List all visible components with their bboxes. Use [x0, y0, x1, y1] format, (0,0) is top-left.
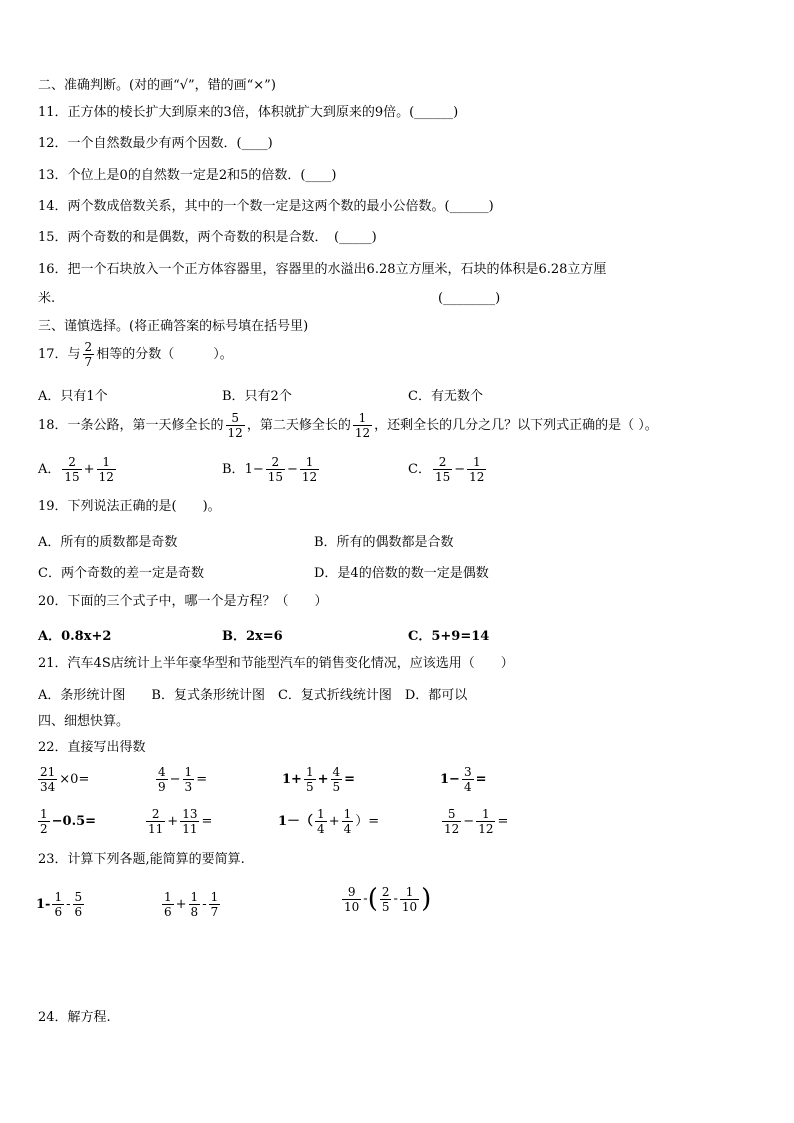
denominator: 8: [190, 905, 199, 919]
question-24: 24．解方程.: [38, 1010, 111, 1025]
numerator: 1: [210, 890, 219, 904]
fraction: [266, 455, 285, 484]
operator: 1−: [244, 462, 264, 477]
fraction: [189, 890, 201, 919]
section-2-heading: 二、准确判断。(对的画“√”，错的画“×”): [38, 78, 276, 93]
calc-r2c2: [144, 807, 212, 836]
fraction: [156, 765, 168, 794]
fraction: [52, 890, 64, 919]
numerator: 1: [164, 890, 172, 904]
numerator: 1: [54, 890, 63, 904]
q18-middle: ，第二天修全长的: [246, 418, 351, 433]
prefix: 1－（: [278, 814, 314, 829]
denominator: 12: [98, 470, 114, 484]
tail: ）=: [355, 814, 380, 829]
fraction: [73, 890, 85, 919]
denominator: 11: [182, 822, 198, 836]
question-15: 15．两个奇数的和是偶数，两个奇数的积是合数． (_____): [38, 230, 377, 245]
q18-suffix: ，还剩全长的几分之几？以下列式正确的是（ ）。: [374, 418, 658, 433]
operator: +: [175, 897, 187, 912]
section-3-heading: 三、谨慎选择。(将正确答案的标号填在括号里): [38, 319, 309, 334]
question-16-line1: 16．把一个石块放入一个正方体容器里，容器里的水溢出6.28立方厘米，石块的体积是6.28立方厘: [38, 262, 607, 277]
option-label: A．: [38, 462, 61, 477]
denominator: 12: [478, 822, 494, 836]
tail: ×0=: [59, 772, 90, 787]
tail: =: [497, 814, 509, 829]
denominator: 11: [148, 822, 164, 836]
q20-option-a: A．0.8x+2: [38, 629, 112, 644]
question-11: 11．正方体的棱长扩大到原来的3倍，体积就扩大到原来的9倍。(______): [38, 105, 459, 120]
calc-r1c4: [440, 765, 487, 794]
fraction: [462, 765, 474, 794]
question-12: 12．一个自然数最少有两个因数．(____): [38, 136, 273, 151]
operator: −: [463, 814, 475, 829]
denominator: 6: [74, 905, 83, 919]
numerator: 1: [343, 807, 352, 821]
calc-r2c4: [440, 807, 508, 836]
q18-option-c: [408, 455, 488, 484]
denominator: 34: [40, 780, 56, 794]
denominator: 5: [305, 780, 314, 794]
question-19: 19．下列说法正确的是( )。: [38, 499, 221, 514]
numerator: 1: [353, 411, 372, 426]
numerator: 1: [317, 807, 325, 821]
fraction: [400, 885, 419, 914]
denominator: 6: [54, 905, 63, 919]
denominator: 12: [301, 470, 318, 484]
fraction: [300, 455, 319, 484]
q19-option-c: C．两个奇数的差一定是奇数: [38, 566, 204, 581]
q18-option-b: [222, 455, 321, 484]
fraction: [209, 890, 221, 919]
question-14: 14．两个数成倍数关系，其中的一个数一定是这两个数的最小公倍数。(______): [38, 199, 494, 214]
numerator: 1: [184, 765, 193, 779]
fraction: [315, 807, 327, 836]
calc-r2c3: [278, 807, 379, 836]
section-4-heading: 四、细想快算。: [38, 714, 130, 729]
numerator: 2: [381, 884, 390, 899]
numerator: 21: [40, 765, 56, 779]
q19-option-b: B．所有的偶数都是合数: [314, 535, 454, 550]
left-paren: (: [367, 884, 378, 914]
q17-option-c: C．有无数个: [408, 389, 483, 404]
denominator: 12: [227, 426, 243, 440]
option-label: B．: [222, 462, 245, 477]
q17-suffix: 相等的分数（ ）。: [96, 347, 233, 362]
q18-fraction-1: [226, 411, 245, 440]
operator: +: [328, 814, 340, 829]
numerator: 5: [74, 890, 83, 904]
numerator: 1: [400, 885, 419, 900]
calc-r1c1: [36, 765, 89, 794]
operator: +: [317, 772, 329, 787]
fraction: [442, 807, 461, 836]
numerator: 1: [467, 455, 486, 470]
tail: =: [196, 772, 208, 787]
question-21: 21．汽车4S店统计上半年豪华型和节能型汽车的销售变化情况，应该选用（ ）: [38, 656, 514, 671]
question-16-answer-blank: (________): [438, 291, 501, 306]
question-18: [38, 411, 658, 440]
operator: −: [454, 462, 466, 477]
calc-r2c1: [36, 807, 96, 836]
q17-option-a: A．只有1个: [38, 389, 108, 404]
numerator: 13: [182, 807, 198, 821]
numerator: 1: [40, 807, 48, 821]
numerator: 2: [146, 807, 165, 822]
numerator: 1: [305, 765, 314, 779]
q19-option-a: A．所有的质数都是奇数: [38, 535, 178, 550]
q21-options: A．条形统计图 B．复式条形统计图 C．复式折线统计图 D．都可以: [38, 688, 468, 703]
denominator: 5: [332, 780, 341, 794]
fraction: [38, 807, 50, 836]
numerator: 4: [158, 765, 166, 779]
q19-option-d: D．是4的倍数的数一定是偶数: [314, 566, 489, 581]
fraction: [476, 807, 495, 836]
denominator: 3: [184, 780, 193, 794]
operator: -: [202, 897, 207, 912]
fraction: [467, 455, 486, 484]
tail: =: [201, 814, 213, 829]
fraction: [183, 765, 195, 794]
question-13: 13．个位上是0的自然数一定是2和5的倍数．(____): [38, 168, 337, 183]
fraction: [180, 807, 199, 836]
prefix: 1+: [282, 772, 302, 787]
fraction: [62, 455, 81, 484]
operator: −: [287, 462, 298, 477]
fraction: [38, 765, 57, 794]
operator: -: [363, 891, 368, 907]
denominator: 6: [164, 905, 172, 919]
question-20: 20．下面的三个式子中，哪一个是方程？（ ）: [38, 594, 328, 609]
calc-r1c2: [154, 765, 207, 794]
numerator: 1: [476, 807, 495, 822]
fraction: [342, 807, 354, 836]
tail: −0.5=: [51, 814, 97, 829]
denominator: 12: [444, 822, 460, 836]
q17-fraction: [83, 340, 95, 369]
numerator: 9: [342, 885, 361, 900]
operator: -: [393, 891, 398, 907]
q20-option-b: B．2x=6: [222, 629, 283, 644]
fraction: [433, 455, 452, 484]
question-17: [38, 340, 233, 369]
operator: +: [167, 814, 179, 829]
numerator: 2: [433, 455, 452, 470]
question-22: 22．直接写出得数: [38, 740, 146, 755]
q17-option-b: B．只有2个: [222, 389, 292, 404]
denominator: 15: [434, 470, 451, 484]
fraction: [146, 807, 165, 836]
denominator: 15: [64, 470, 80, 484]
numerator: 5: [226, 411, 245, 426]
denominator: 2: [40, 822, 48, 836]
tail: =: [475, 772, 487, 787]
operator: +: [83, 462, 95, 477]
denominator: 10: [401, 899, 418, 914]
compute-3: [340, 884, 431, 914]
q17-prefix: 17．与: [38, 347, 81, 362]
q18-prefix: 18．一条公路，第一天修全长的: [38, 418, 224, 433]
numerator: 1: [190, 890, 199, 904]
denominator: 10: [344, 899, 360, 914]
prefix: 1−: [440, 772, 460, 787]
fraction: [97, 455, 116, 484]
denominator: 12: [354, 426, 371, 440]
denominator: 5: [381, 899, 390, 914]
right-paren: ): [421, 884, 432, 914]
tail: =: [344, 772, 356, 787]
numerator: 2: [266, 455, 285, 470]
q20-option-c: C．5+9=14: [408, 629, 490, 644]
numerator: 4: [332, 765, 341, 779]
fraction: [331, 765, 343, 794]
compute-1: [36, 890, 86, 919]
denominator: 12: [469, 470, 485, 484]
fraction: [380, 885, 392, 914]
compute-2: [160, 890, 222, 919]
operator: −: [169, 772, 181, 787]
numerator: 3: [463, 765, 472, 779]
fraction: [304, 765, 316, 794]
q18-fraction-2: [353, 411, 372, 440]
question-16-line2: 米.: [38, 291, 56, 306]
denominator: 4: [463, 780, 472, 794]
numerator: 2: [62, 455, 81, 470]
fraction: [342, 885, 361, 914]
operator: -: [66, 897, 71, 912]
numerator: 1: [300, 455, 319, 470]
numerator: 5: [442, 807, 461, 822]
numerator: 2: [84, 340, 93, 354]
denominator: 4: [343, 822, 352, 836]
denominator: 15: [267, 470, 284, 484]
question-23: 23．计算下列各题,能简算的要简算.: [38, 852, 245, 867]
numerator: 1: [97, 455, 116, 470]
calc-r1c3: [282, 765, 355, 794]
denominator: 7: [84, 355, 93, 369]
q18-option-a: [38, 455, 118, 484]
prefix: 1-: [36, 897, 51, 912]
fraction: [162, 890, 174, 919]
denominator: 7: [210, 905, 219, 919]
denominator: 9: [158, 780, 166, 794]
option-label: C．: [408, 462, 431, 477]
denominator: 4: [317, 822, 325, 836]
